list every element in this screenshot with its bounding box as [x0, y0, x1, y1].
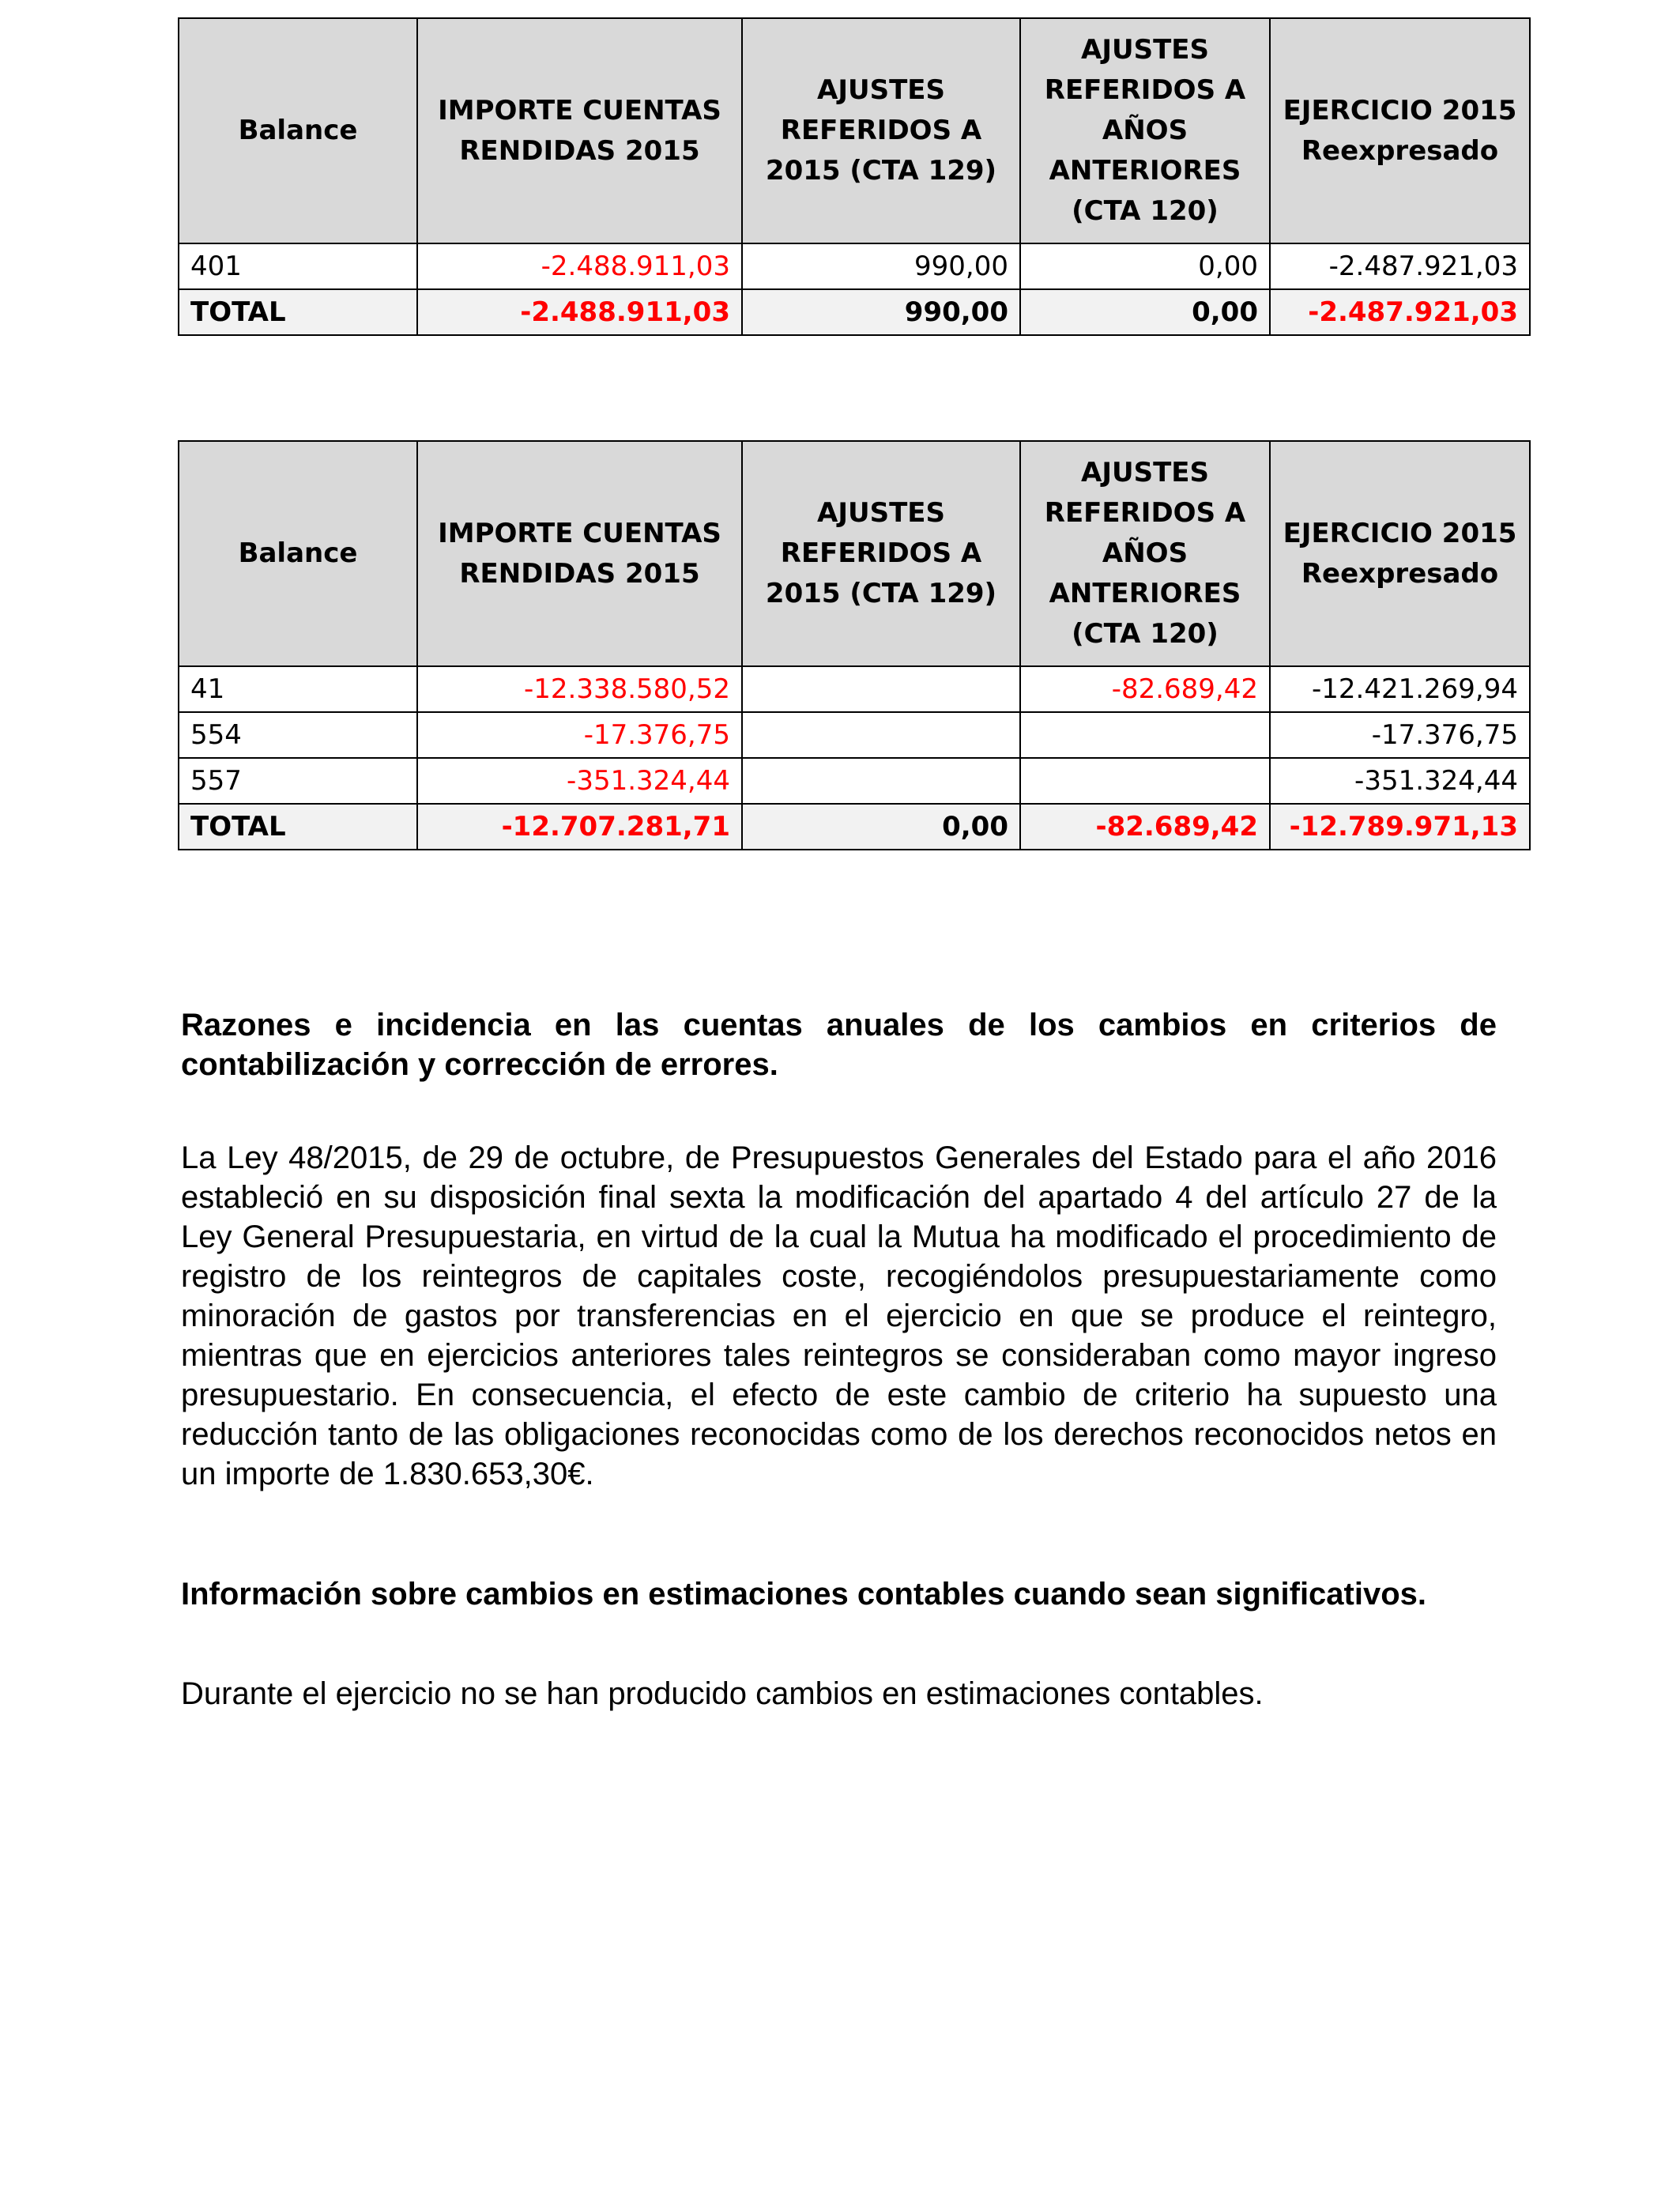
header-ajustes-2015: AJUSTES REFERIDOS A 2015 (CTA 129) [742, 441, 1020, 666]
cell-account: 401 [179, 243, 417, 289]
cell-total-label: TOTAL [179, 804, 417, 850]
table-row [179, 712, 1530, 758]
table-header-row [179, 441, 1530, 666]
table-row [179, 243, 1530, 289]
table-total-row [179, 804, 1530, 850]
cell-reexpresado: -351.324,44 [1270, 758, 1530, 804]
cell-total-ajustes-2015: 0,00 [742, 804, 1020, 850]
table-total-row [179, 289, 1530, 335]
section-heading-criterios: Razones e incidencia en las cuentas anuales de los cambios en criterios de contabilización y corrección de errores. [181, 1008, 1497, 1082]
cell-ajustes-anteriores: -82.689,42 [1020, 666, 1270, 712]
cell-total-ajustes-anteriores: -82.689,42 [1020, 804, 1270, 850]
header-importe: IMPORTE CUENTAS RENDIDAS 2015 [417, 18, 742, 243]
header-ajustes-2015: AJUSTES REFERIDOS A 2015 (CTA 129) [742, 18, 1020, 243]
cell-importe: -2.488.911,03 [417, 243, 742, 289]
header-ajustes-anteriores: AJUSTES REFERIDOS A AÑOS ANTERIORES (CTA 120) [1020, 441, 1270, 666]
paragraph-ley-48-2015: La Ley 48/2015, de 29 de octubre, de Presupuestos Generales del Estado para el año 2016 estableció en su disposición final sexta la modificación del apartado 4 del artículo 27 de la Ley General Presupuestaria, en virtud de la cual la Mutua ha modificado el procedimiento de registro de los reintegros de capitales coste, recogiéndolos presupuestariamente como minoración de gastos por transferencias en el ejercicio en que se produce el reintegro, mientras que en ejercicios anteriores tales reintegros se consideraban como mayor ingreso presupuestario. En consecuencia, el efecto de este cambio de criterio ha supuesto una reducción tanto de las obligaciones reconocidas como de los derechos reconocidos netos en un importe de 1.830.653,30€. [181, 1140, 1497, 1491]
balance-table-401 [178, 17, 1531, 336]
header-ajustes-anteriores: AJUSTES REFERIDOS A AÑOS ANTERIORES (CTA 120) [1020, 18, 1270, 243]
cell-total-ajustes-2015: 990,00 [742, 289, 1020, 335]
cell-total-label: TOTAL [179, 289, 417, 335]
cell-total-ajustes-anteriores: 0,00 [1020, 289, 1270, 335]
cell-account: 41 [179, 666, 417, 712]
header-ejercicio-reexpresado: EJERCICIO 2015 Reexpresado [1270, 441, 1530, 666]
cell-ajustes-2015: 990,00 [742, 243, 1020, 289]
cell-total-reexpresado: -2.487.921,03 [1270, 289, 1530, 335]
cell-account: 554 [179, 712, 417, 758]
cell-total-reexpresado: -12.789.971,13 [1270, 804, 1530, 850]
paragraph-sin-cambios: Durante el ejercicio no se han producido cambios en estimaciones contables. [181, 1676, 1264, 1711]
cell-ajustes-2015 [742, 758, 1020, 804]
cell-ajustes-anteriores [1020, 758, 1270, 804]
cell-importe: -351.324,44 [417, 758, 742, 804]
cell-ajustes-2015 [742, 666, 1020, 712]
cell-reexpresado: -12.421.269,94 [1270, 666, 1530, 712]
cell-importe: -17.376,75 [417, 712, 742, 758]
table-row [179, 758, 1530, 804]
header-balance: Balance [179, 441, 417, 666]
balance-table-41 [178, 440, 1531, 850]
cell-total-importe: -12.707.281,71 [417, 804, 742, 850]
cell-ajustes-2015 [742, 712, 1020, 758]
cell-reexpresado: -2.487.921,03 [1270, 243, 1530, 289]
cell-ajustes-anteriores: 0,00 [1020, 243, 1270, 289]
header-ejercicio-reexpresado: EJERCICIO 2015 Reexpresado [1270, 18, 1530, 243]
header-balance: Balance [179, 18, 417, 243]
section-heading-estimaciones: Información sobre cambios en estimaciones contables cuando sean significativos. [181, 1577, 1427, 1612]
cell-reexpresado: -17.376,75 [1270, 712, 1530, 758]
table-row [179, 666, 1530, 712]
header-importe: IMPORTE CUENTAS RENDIDAS 2015 [417, 441, 742, 666]
table-header-row [179, 18, 1530, 243]
cell-total-importe: -2.488.911,03 [417, 289, 742, 335]
cell-account: 557 [179, 758, 417, 804]
cell-importe: -12.338.580,52 [417, 666, 742, 712]
cell-ajustes-anteriores [1020, 712, 1270, 758]
